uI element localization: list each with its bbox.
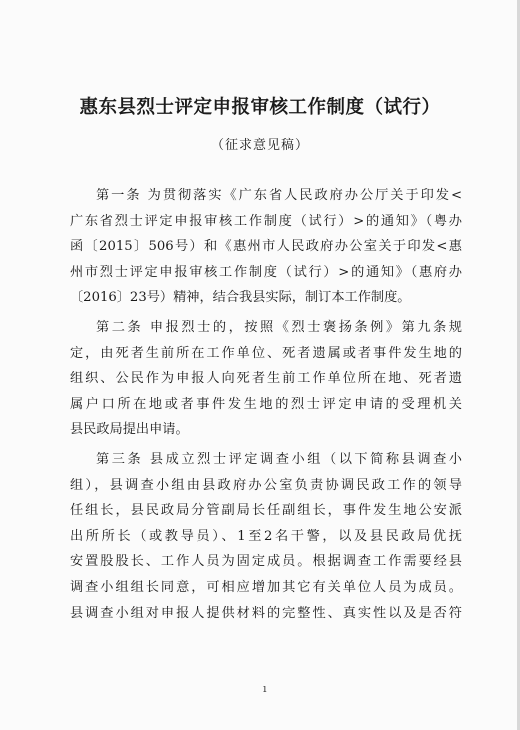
text-line: 调查小组组长同意，可相应增加其它有关单位人员为成员。 (70, 579, 462, 595)
text-line: 〔2016〕23号）精神，结合我县实际，制订本工作制度。 (70, 290, 411, 306)
text-line: 广东省烈士评定申报审核工作制度（试行）>的通知》（粤办 (70, 213, 462, 229)
text-line: 定，由死者生前所在工作单位、死者遗属或者事件发生地的 (70, 345, 462, 361)
text-line: 州市烈士评定申报审核工作制度（试行）>的通知》（惠府办 (70, 264, 462, 280)
article-2 (70, 315, 462, 443)
text-line: 任组长，县民政局分管副局长任副组长，事件发生地公安派 (70, 503, 462, 519)
page-title: 惠东县烈士评定申报审核工作制度（试行） (79, 97, 441, 118)
text-line: 组），县调查小组由县政府办公室负责协调民政工作的领导 (70, 477, 462, 493)
article-1 (70, 183, 462, 311)
text-line: 第三条 县成立烈士评定调查小组（以下简称县调查小 (96, 451, 462, 467)
text-line: 组织、公民作为申报人向死者生前工作单位所在地、死者遗 (70, 371, 462, 387)
text-line: 出所所长（或教导员）、1至2名干警，以及县民政局优抚 (70, 528, 462, 544)
text-line: 函〔2015〕506号）和《惠州市人民政府办公室关于印发<惠 (70, 239, 462, 255)
text-line: 县调查小组对申报人提供材料的完整性、真实性以及是否符 (70, 605, 462, 621)
text-line: 安置股股长、工作人员为固定成员。根据调查工作需要经县 (70, 554, 462, 570)
document-body (70, 183, 462, 630)
text-line: 县民政局提出申请。 (70, 422, 189, 438)
page-number-mark: ı (263, 682, 267, 695)
text-line: 第二条 申报烈士的，按照《烈士褒扬条例》第九条规 (96, 319, 462, 335)
page-subtitle: （征求意见稿） (210, 138, 309, 153)
article-3 (70, 447, 462, 626)
text-line: 属户口所在地或者事件发生地的烈士评定申请的受理机关 (70, 396, 462, 412)
text-line: 第一条 为贯彻落实《广东省人民政府办公厅关于印发< (96, 188, 462, 203)
